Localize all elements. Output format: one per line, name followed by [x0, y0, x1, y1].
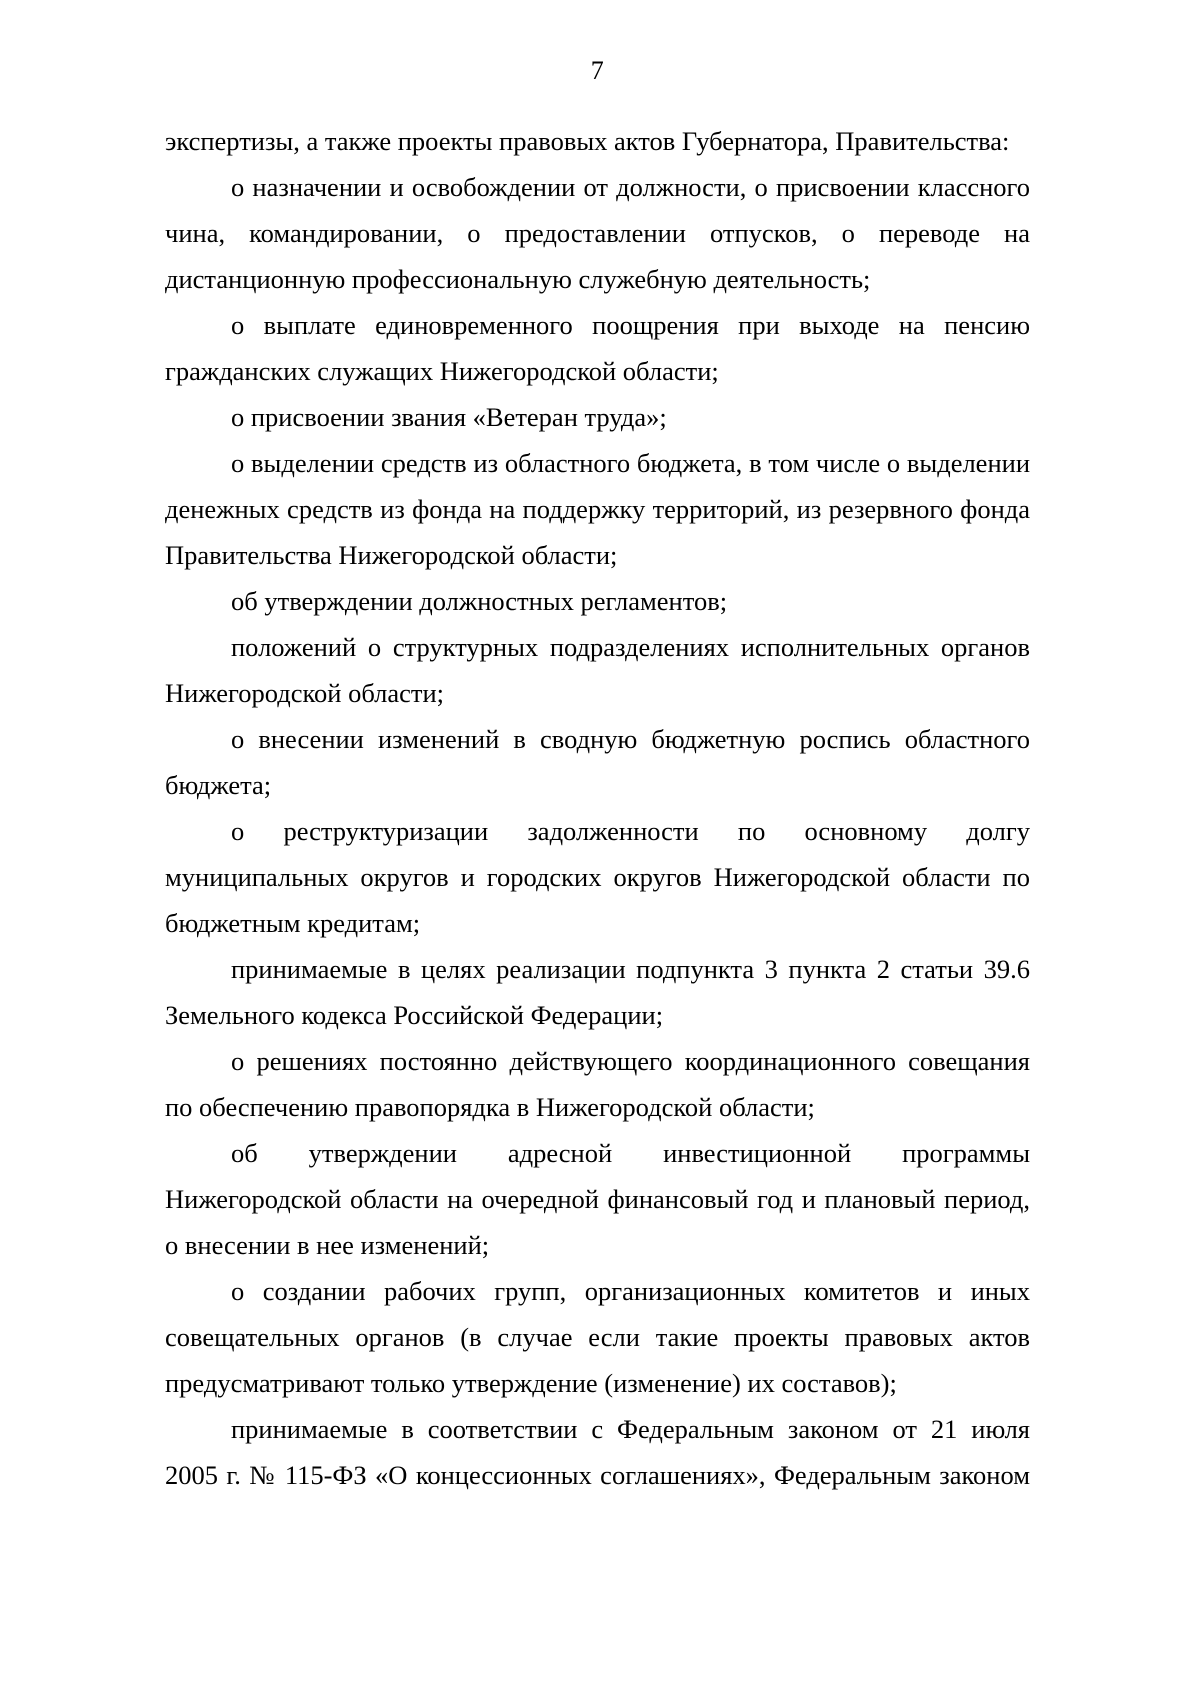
paragraph: о назначении и освобождении от должности, о присвоении классного чина, командировании, о предоставлении отпусков, о переводе на дистанционную профессиональную служебную деятельность;: [165, 172, 1030, 294]
paragraph: принимаемые в соответствии с Федеральным законом от 21 июля 2005 г. № 115-ФЗ «О концессионных соглашениях», Федеральным законом: [165, 1414, 1030, 1490]
paragraph: о решениях постоянно действующего координационного совещания по обеспечению правопорядка в Нижегородской области;: [165, 1046, 1030, 1122]
paragraph: о создании рабочих групп, организационных комитетов и иных совещательных органов (в случае если такие проекты правовых актов предусматривают только утверждение (изменение) их составов);: [165, 1276, 1030, 1398]
paragraph: о выплате единовременного поощрения при выходе на пенсию гражданских служащих Нижегородской области;: [165, 310, 1030, 386]
paragraph: о выделении средств из областного бюджета, в том числе о выделении денежных средств из фонда на поддержку территорий, из резервного фонда Правительства Нижегородской области;: [165, 448, 1030, 570]
paragraph: об утверждении адресной инвестиционной программы Нижегородской области на очередной финансовый год и плановый период, о внесении в нее изменений;: [165, 1138, 1030, 1260]
paragraph: об утверждении должностных регламентов;: [231, 586, 728, 616]
paragraph: положений о структурных подразделениях исполнительных органов Нижегородской области;: [165, 632, 1030, 708]
paragraph: о реструктуризации задолженности по основному долгу муниципальных округов и городских округов Нижегородской области по бюджетным кредитам;: [165, 816, 1030, 938]
paragraph: о внесении изменений в сводную бюджетную роспись областного бюджета;: [165, 724, 1030, 800]
paragraph: экспертизы, а также проекты правовых актов Губернатора, Правительства:: [165, 126, 1010, 156]
paragraph: принимаемые в целях реализации подпункта 3 пункта 2 статьи 39.6 Земельного кодекса Российской Федерации;: [165, 954, 1030, 1030]
page-number: 7: [590, 56, 605, 85]
paragraph: о присвоении звания «Ветеран труда»;: [231, 402, 667, 432]
document-body: [165, 118, 1030, 1498]
